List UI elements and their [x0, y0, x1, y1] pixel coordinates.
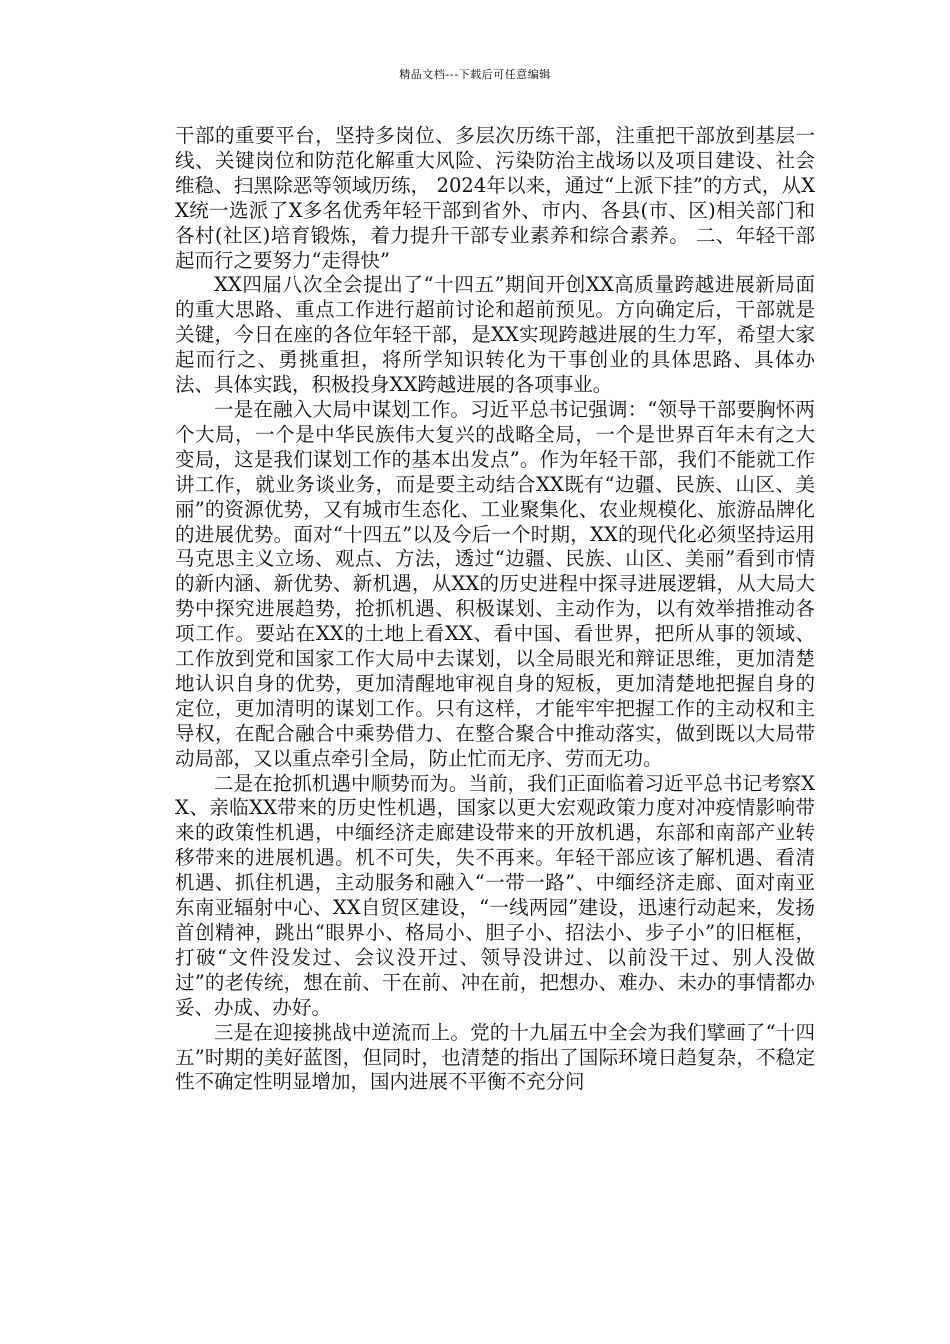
page-header: 精品文档---下载后可任意编辑 — [399, 68, 551, 81]
document-body — [175, 124, 815, 1095]
paragraph-2: XX四届八次全会提出了“十四五”期间开创XX高质量跨越进展新局面的重大思路、重点工作进行超前讨论和超前预见。方向确定后，干部就是关键，今日在座的各位年轻干部，是XX实现跨越进展的生力军，希望大家起而行之、勇挑重担，将所学知识转化为干事创业的具体思路、具体办法、具体实践，积极投身XX跨越进展的各项事业。 — [175, 273, 815, 397]
paragraph-5: 三是在迎接挑战中逆流而上。党的十九届五中全会为我们擘画了“十四五”时期的美好蓝图，但同时，也清楚的指出了国际环境日趋复杂，不稳定性不确定性明显增加，国内进展不平衡不充分问 — [175, 1020, 815, 1094]
paragraph-4: 二是在抢抓机遇中顺势而为。当前，我们正面临着习近平总书记考察XX、亲临XX带来的历史性机遇，国家以更大宏观政策力度对冲疫情影响带来的政策性机遇，中缅经济走廊建设带来的开放机遇，东部和南部产业转移带来的进展机遇。机不可失，失不再来。年轻干部应该了解机遇、看清机遇、抓住机遇，主动服务和融入“一带一路”、中缅经济走廊、面对南亚东南亚辐射中心、XX自贸区建设，“一线两园”建设，迅速行动起来，发扬首创精神，跳出“眼界小、格局小、胆子小、招法小、步子小”的旧框框，打破“文件没发过、会议没开过、领导没讲过、以前没干过、别人没做过”的老传统，想在前、干在前、冲在前，把想办、难办、未办的事情都办妥、办成、办好。 — [175, 771, 815, 1019]
paragraph-1: 干部的重要平台，坚持多岗位、多层次历练干部，注重把干部放到基层一线、关键岗位和防范化解重大风险、污染防治主战场以及项目建设、社会维稳、扫黑除恶等领域历练， 2024年以来，通过“上派下挂”的方式，从XX统一选派了X多名优秀年轻干部到省外、市内、各县(市、区)相关部门和各村(社区)培育锻炼，着力提升干部专业素养和综合素养。 二、年轻干部起而行之要努力“走得快” — [175, 124, 815, 272]
paragraph-3: 一是在融入大局中谋划工作。习近平总书记强调：“领导干部要胸怀两个大局，一个是中华民族伟大复兴的战略全局，一个是世界百年未有之大变局，这是我们谋划工作的基本出发点”。作为年轻干部，我们不能就工作讲工作，就业务谈业务，而是要主动结合XX既有“边疆、民族、山区、美丽”的资源优势，又有城市生态化、工业聚集化、农业规模化、旅游品牌化的进展优势。面对“十四五”以及今后一个时期，XX的现代化必须坚持运用马克思主义立场、观点、方法，透过“边疆、民族、山区、美丽”看到市情的新内涵、新优势、新机遇，从XX的历史进程中探寻进展逻辑，从大局大势中探究进展趋势，抢抓机遇、积极谋划、主动作为，以有效举措推动各项工作。要站在XX的土地上看XX、看中国、看世界，把所从事的领域、工作放到党和国家工作大局中去谋划，以全局眼光和辩证思维，更加清楚地认识自身的优势，更加清醒地审视自身的短板，更加清楚地把握自身的定位，更加清明的谋划工作。只有这样，才能牢牢把握工作的主动权和主导权，在配合融合中乘势借力、在整合聚合中推动落实，做到既以大局带动局部，又以重点牵引全局，防止忙而无序、劳而无功。 — [175, 397, 815, 770]
